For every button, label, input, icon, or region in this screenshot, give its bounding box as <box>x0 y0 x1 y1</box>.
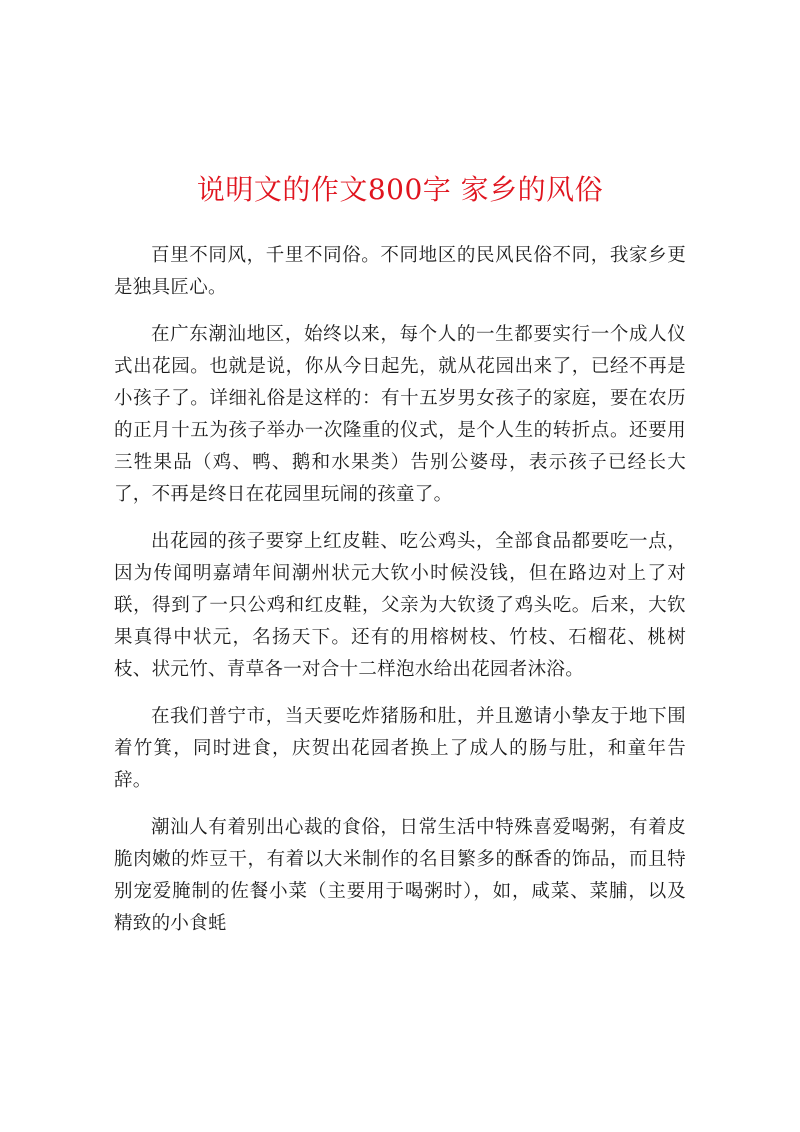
paragraph: 在我们普宁市，当天要吃炸猪肠和肚，并且邀请小挚友于地下围着竹箕，同时进食，庆贺出花园者换上了成人的肠与肚，和童年告辞。 <box>114 706 686 791</box>
paragraph: 在广东潮汕地区，始终以来，每个人的一生都要实行一个成人仪式出花园。也就是说，你从今日起先，就从花园出来了，已经不再是小孩子了。详细礼俗是这样的：有十五岁男女孩子的家庭，要在农历的正月十五为孩子举办一次隆重的仪式，是个人生的转折点。还要用三牲果品（鸡、鸭、鹅和水果类）告别公婆母，表示孩子已经长大了，不再是终日在花园里玩闹的孩童了。 <box>114 324 686 505</box>
paragraph: 百里不同风，千里不同俗。不同地区的民风民俗不同，我家乡更是独具匠心。 <box>114 245 686 298</box>
document-title: 说明文的作文800字 家乡的风俗 <box>196 173 604 206</box>
paragraph: 潮汕人有着别出心裁的食俗，日常生活中特殊喜爱喝粥，有着皮脆肉嫩的炸豆干，有着以大米制作的名目繁多的酥香的饰品，而且特别宠爱腌制的佐餐小菜（主要用于喝粥时），如，咸菜、菜脯，以及精致的小食蚝 <box>114 817 686 934</box>
document-body <box>114 240 686 940</box>
paragraph: 出花园的孩子要穿上红皮鞋、吃公鸡头，全部食品都要吃一点，因为传闻明嘉靖年间潮州状元大钦小时候没钱，但在路边对上了对联，得到了一只公鸡和红皮鞋，父亲为大钦烫了鸡头吃。后来，大钦果真得中状元，名扬天下。还有的用榕树枝、竹枝、石榴花、桃树枝、状元竹、青草各一对合十二样泡水给出花园者沐浴。 <box>114 531 686 680</box>
